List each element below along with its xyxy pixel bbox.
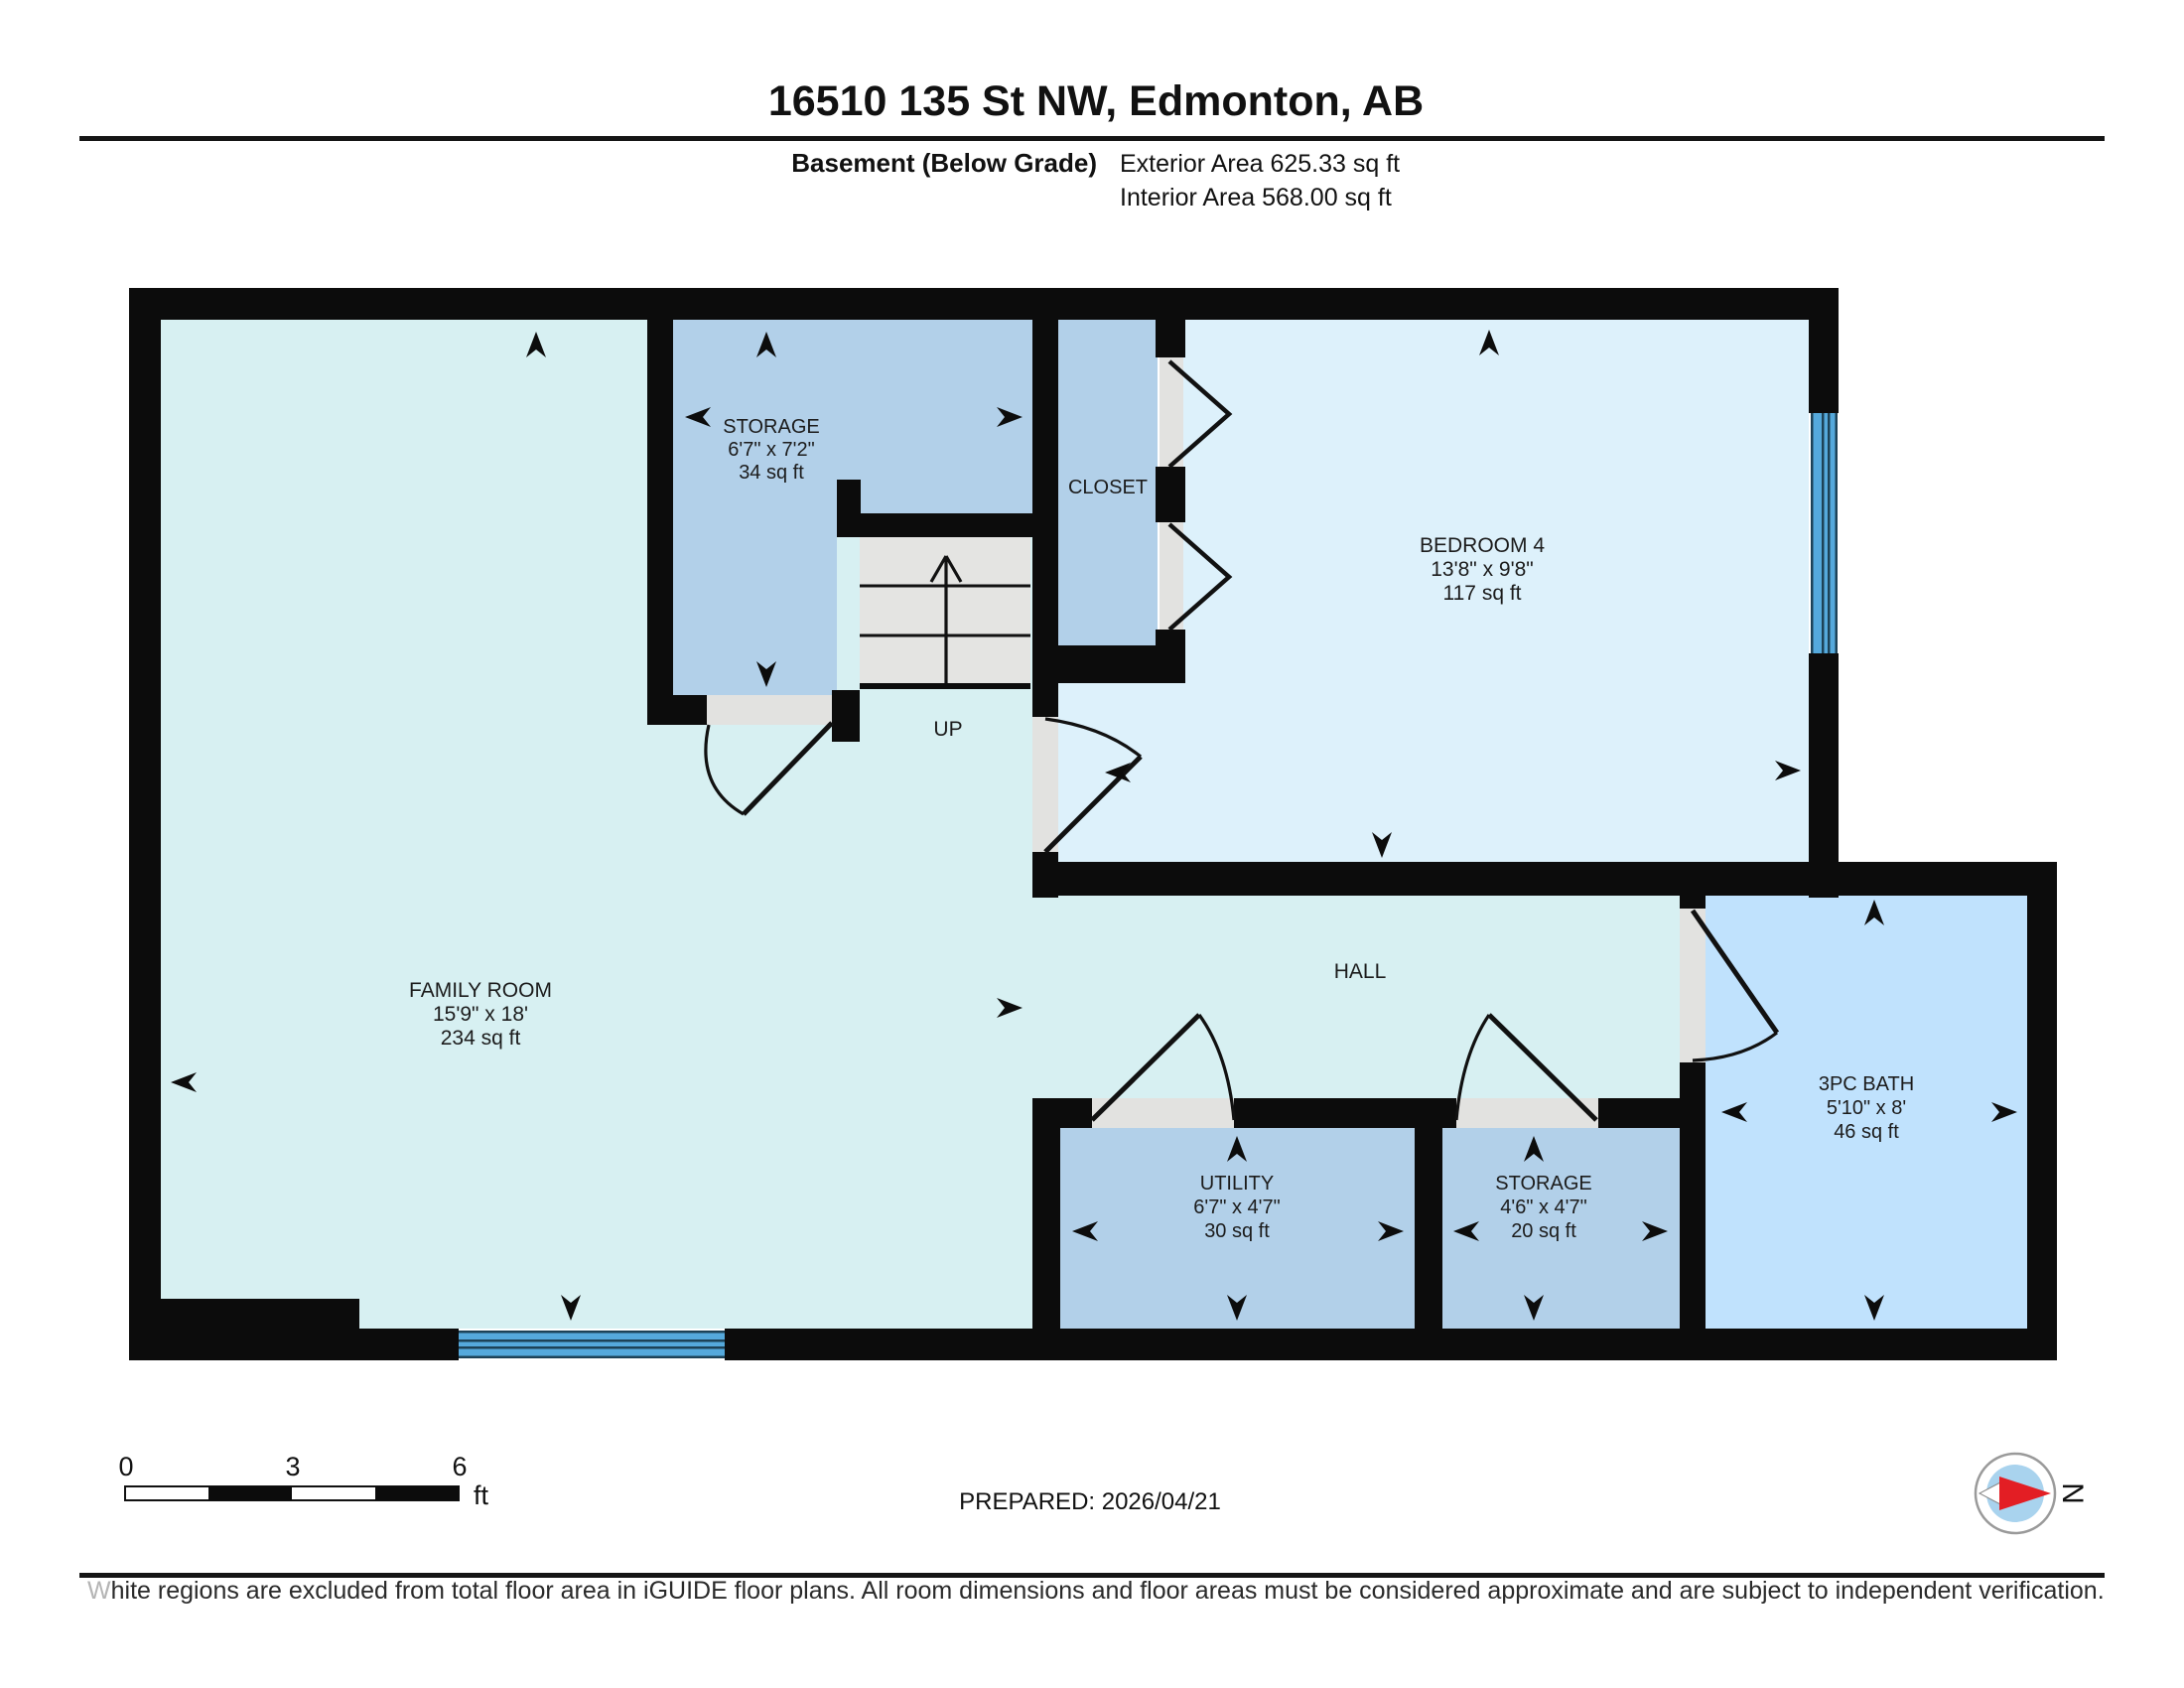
scale-bar-segment bbox=[375, 1486, 459, 1500]
page-title: 16510 135 St NW, Edmonton, AB bbox=[767, 77, 1425, 125]
scale-tick-0: 0 bbox=[118, 1452, 134, 1481]
scale-unit: ft bbox=[474, 1480, 489, 1510]
room-fills bbox=[161, 320, 2027, 1329]
window-bedroom bbox=[1811, 412, 1838, 653]
scale-bar-segment bbox=[208, 1486, 292, 1500]
closet-bifold-sill bbox=[1160, 522, 1183, 630]
footer-disclaimer bbox=[87, 1577, 2105, 1605]
storage-lower-area: 20 sq ft bbox=[1511, 1220, 1576, 1242]
stair-edge bbox=[860, 683, 1030, 689]
header-divider bbox=[79, 136, 2105, 141]
storage-upper-area: 34 sq ft bbox=[739, 462, 804, 484]
compass-north-label: N bbox=[2056, 1482, 2089, 1504]
bedroom-door-sill bbox=[1032, 717, 1058, 852]
storage-lower-name: STORAGE bbox=[1495, 1173, 1592, 1195]
bedroom4-name: BEDROOM 4 bbox=[1419, 534, 1546, 557]
exterior-area-label: Exterior Area 625.33 sq ft bbox=[1120, 150, 1401, 178]
family-room-name: FAMILY ROOM bbox=[409, 979, 552, 1002]
storage-upper-door-sill bbox=[707, 695, 832, 725]
bedroom4-area: 117 sq ft bbox=[1442, 582, 1522, 605]
storage-lower-dims: 4'6" x 4'7" bbox=[1500, 1196, 1587, 1218]
floor-label: Basement (Below Grade) bbox=[791, 148, 1097, 178]
hall-name: HALL bbox=[1333, 960, 1387, 983]
bedroom4-dims: 13'8" x 9'8" bbox=[1431, 558, 1534, 581]
footer-disclaimer-lead: W bbox=[87, 1577, 111, 1605]
compass-icon bbox=[1976, 1454, 2089, 1533]
family-room-dims: 15'9" x 18' bbox=[432, 1003, 529, 1026]
window-bottom bbox=[459, 1331, 725, 1358]
interior-area-label: Interior Area 568.00 sq ft bbox=[1120, 184, 1392, 211]
family-room-area: 234 sq ft bbox=[440, 1027, 521, 1050]
bath-dims: 5'10" x 8' bbox=[1826, 1097, 1907, 1119]
footer-disclaimer-rest: hite regions are excluded from total floor area in iGUIDE floor plans. All room dimensions and floor areas must be considered approximate and are subject to independent verification. bbox=[110, 1577, 2105, 1605]
scale-tick-3: 3 bbox=[285, 1452, 301, 1481]
stairs bbox=[860, 536, 1030, 689]
scale-bar bbox=[118, 1452, 488, 1510]
storage-upper-dims: 6'7" x 7'2" bbox=[728, 439, 815, 461]
scale-tick-6: 6 bbox=[452, 1452, 468, 1481]
bath-door-sill bbox=[1680, 909, 1706, 1062]
prepared-date: PREPARED: 2026/04/21 bbox=[959, 1488, 1221, 1515]
closet-name: CLOSET bbox=[1067, 477, 1149, 498]
closet-bifold-sill bbox=[1160, 357, 1183, 467]
stairs-up-label: UP bbox=[933, 718, 963, 741]
utility-name: UTILITY bbox=[1199, 1173, 1275, 1195]
room-hall bbox=[1036, 894, 1680, 1098]
storage-upper-name: STORAGE bbox=[723, 416, 820, 438]
utility-area: 30 sq ft bbox=[1204, 1220, 1270, 1242]
utility-dims: 6'7" x 4'7" bbox=[1193, 1196, 1281, 1218]
bath-area: 46 sq ft bbox=[1834, 1121, 1899, 1143]
bath-name: 3PC BATH bbox=[1818, 1073, 1915, 1095]
